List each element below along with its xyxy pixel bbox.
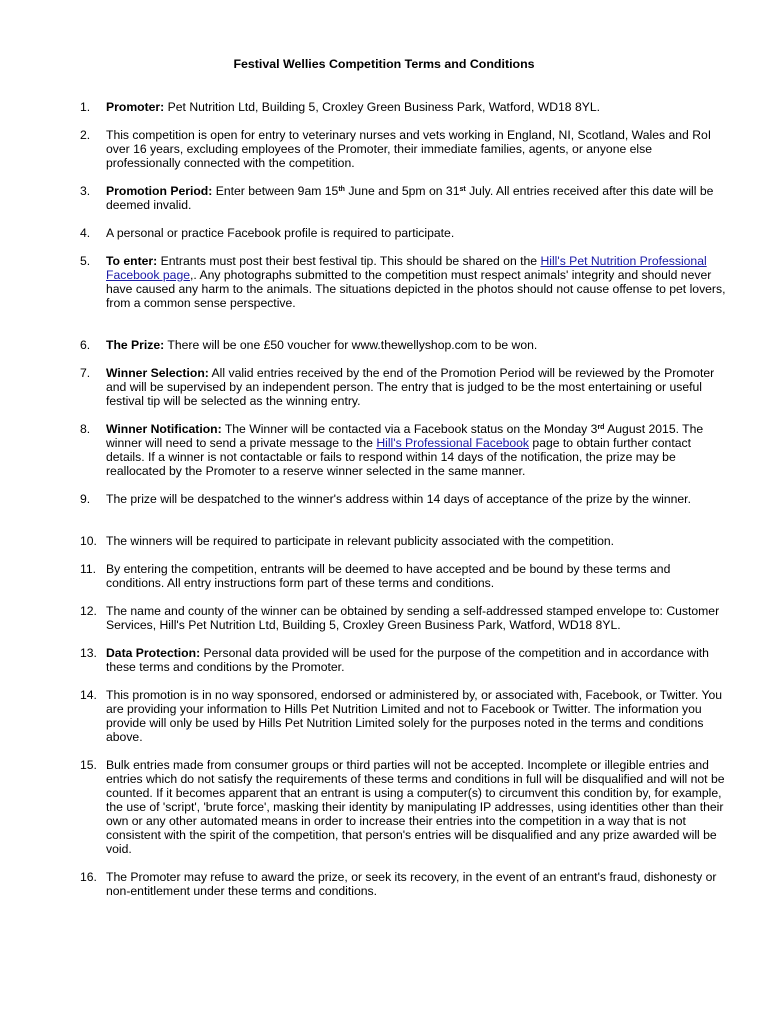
clause-label: Data Protection: (106, 646, 201, 660)
clause-text: The winners will be required to participate in relevant publicity associated with the competition. (106, 534, 615, 548)
clause-13-data-protection (80, 646, 726, 674)
clause-9-despatch (80, 492, 726, 506)
clause-number: 10. (80, 534, 97, 548)
clause-text: July. All entries received after this date will be deemed invalid. (106, 184, 714, 212)
ordinal-suffix: th (338, 186, 345, 193)
clause-10-publicity (80, 534, 726, 548)
clause-number: 12. (80, 604, 97, 618)
clause-15-bulk-entries (80, 758, 726, 856)
clause-label: Winner Selection: (106, 366, 209, 380)
clause-8-winner-notification (80, 422, 726, 478)
clause-12-winner-name (80, 604, 726, 632)
clause-5-to-enter (80, 254, 726, 310)
clause-number: 7. (80, 366, 91, 380)
clause-number: 5. (80, 254, 91, 268)
clause-number: 15. (80, 758, 97, 772)
clause-label: To enter: (106, 254, 158, 268)
clause-text: This competition is open for entry to veterinary nurses and vets working in England, NI, Scotland, Wales and RoI over 16 years, excluding employees of the Promoter, their immediate families, agents, or anyone else professionally connected with the competition. (106, 128, 712, 170)
clause-text: Pet Nutrition Ltd, Building 5, Croxley Green Business Park, Watford, WD18 8YL. (164, 100, 601, 114)
clause-number: 9. (80, 492, 91, 506)
facebook-page-link[interactable]: Hill's Pet Nutrition Professional Facebook page (106, 254, 707, 282)
clause-text: page to obtain further contact details. If a winner is not contactable or fails to respond within 14 days of the notification, the prize may be reallocated by the Promoter to a reserve winner selected in the same manner. (106, 436, 691, 478)
clause-text: The Promoter may refuse to award the prize, or seek its recovery, in the event of an entrant's fraud, dishonesty or non-entitlement under these terms and conditions. (106, 870, 717, 898)
clause-number: 1. (80, 100, 91, 114)
clause-text: The prize will be despatched to the winner's address within 14 days of acceptance of the prize by the winner. (106, 492, 691, 506)
clause-text: June and 5pm on 31 (344, 184, 460, 198)
clause-number: 3. (80, 184, 91, 198)
clause-11-acceptance (80, 562, 726, 590)
clause-number: 13. (80, 646, 97, 660)
clause-text: This promotion is in no way sponsored, endorsed or administered by, or associated with, Facebook, or Twitter. You are providing your information to Hills Pet Nutrition Limited and not to Facebook or Twitter. The information you provide will only be used by Hills Pet Nutrition Limited solely for the purposes noted in the terms and conditions above. (106, 688, 723, 744)
clause-7-winner-selection (80, 366, 726, 408)
clause-number: 11. (80, 562, 97, 576)
clause-number: 6. (80, 338, 91, 352)
clause-label: Promoter: (106, 100, 165, 114)
clause-number: 14. (80, 688, 97, 702)
clause-number: 16. (80, 870, 97, 884)
clause-3-promotion-period (80, 184, 726, 212)
ordinal-suffix: st (459, 186, 466, 193)
clause-text: Entrants must post their best festival tip. This should be shared on the (157, 254, 541, 268)
clause-text: By entering the competition, entrants will be deemed to have accepted and be bound by these terms and conditions. All entry instructions form part of these terms and conditions. (106, 562, 671, 590)
clause-2-eligibility (80, 128, 726, 170)
clause-label: Promotion Period: (106, 184, 213, 198)
clause-text: A personal or practice Facebook profile is required to participate. (106, 226, 455, 240)
clause-text: August 2015. The winner will need to send a private message to the (106, 422, 704, 450)
document-title: Festival Wellies Competition Terms and Conditions (233, 57, 535, 71)
ordinal-suffix: rd (597, 424, 605, 431)
clause-text: The Winner will be contacted via a Facebook status on the Monday 3 (221, 422, 598, 436)
clause-1-promoter (80, 100, 726, 114)
clause-14-sponsorship (80, 688, 726, 744)
clause-16-refusal (80, 870, 726, 898)
clause-number: 8. (80, 422, 91, 436)
clause-text: Bulk entries made from consumer groups or third parties will not be accepted. Incomplete or illegible entries and entries which do not satisfy the requirements of these terms and conditions in full will be disqualified and will not be counted. If it becomes apparent that an entrant is using a computer(s) to circumvent this condition by, for example, the use of 'script', 'brute force', masking their identity by manipulating IP addresses, using identities other than their own or any other automated means in order to increase their entries into the competition in a way that is not consistent with the spirit of the competition, that person's entries will be disqualified and any prize awarded will be void. (106, 758, 725, 856)
clause-4-facebook-profile (80, 226, 726, 240)
clause-text: Personal data provided will be used for the purpose of the competition and in accordance with these terms and conditions by the Promoter. (106, 646, 709, 674)
clause-text: All valid entries received by the end of the Promotion Period will be reviewed by the Promoter and will be supervised by an independent person. The entry that is judged to be the most entertaining or useful festival tip will be selected as the winning entry. (106, 366, 715, 408)
clause-text: Enter between 9am 15 (212, 184, 339, 198)
clause-text: ,. Any photographs submitted to the competition must respect animals' integrity and should never have caused any harm to the animals. The situations depicted in the photos should not cause offense to pet lovers, from a common sense perspective. (106, 268, 726, 310)
clause-number: 2. (80, 128, 91, 142)
clause-6-prize (80, 338, 726, 352)
facebook-page-link[interactable]: Hill's Professional Facebook (376, 436, 530, 450)
clause-number: 4. (80, 226, 91, 240)
clause-label: Winner Notification: (106, 422, 222, 436)
clause-text: There will be one £50 voucher for www.thewellyshop.com to be won. (164, 338, 538, 352)
clause-text: The name and county of the winner can be obtained by sending a self-addressed stamped envelope to: Customer Services, Hill's Pet Nutrition Ltd, Building 5, Croxley Green Business Park, Watford, WD18 8YL. (106, 604, 720, 632)
clause-label: The Prize: (106, 338, 165, 352)
